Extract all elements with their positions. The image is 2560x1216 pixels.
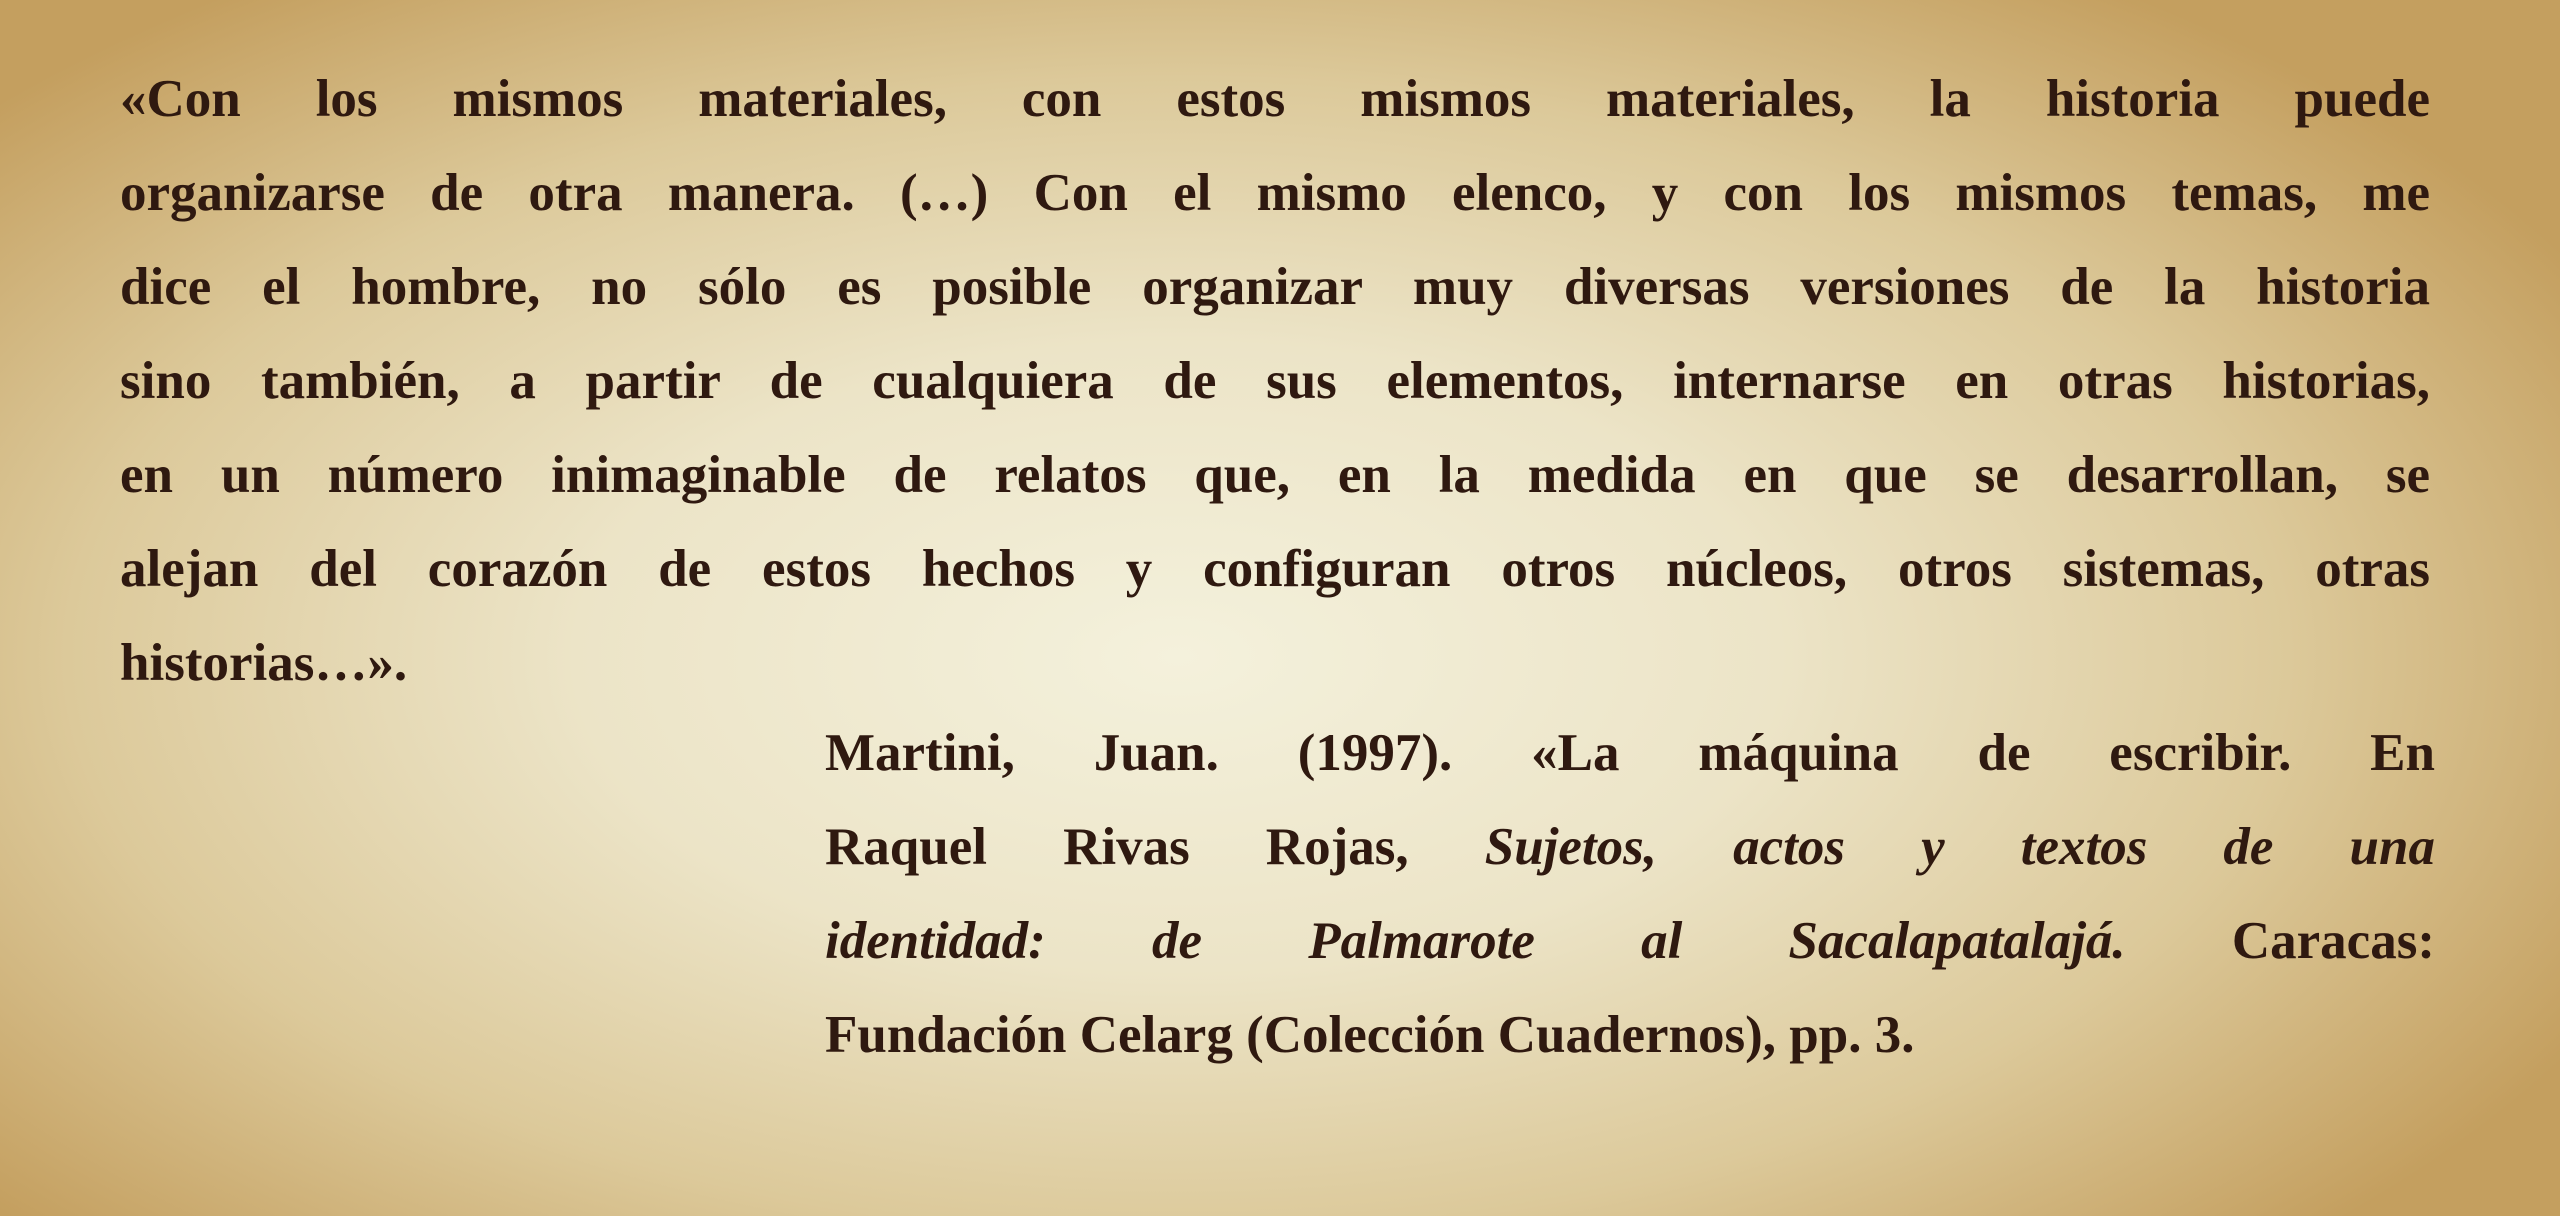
quote-paragraph: [120, 52, 2430, 710]
citation-line: [825, 894, 2435, 988]
quote-line: «Con los mismos materiales, con estos mismos materiales, la historia puede: [120, 70, 2430, 128]
citation-book-title: identidad: de Palmarote al Sacalapatalajá.: [825, 912, 2126, 970]
quote-line: en un número inimaginable de relatos que, en la medida en que se desarrollan, se: [120, 446, 2430, 504]
quote-line: sino también, a partir de cualquiera de sus elementos, internarse en otras historias,: [120, 352, 2430, 410]
citation-book-title: Sujetos, actos y textos de una: [1484, 818, 2436, 876]
citation-text: Caracas:: [2125, 912, 2435, 970]
quote-line: organizarse de otra manera. (…) Con el mismo elenco, y con los mismos temas, me: [120, 164, 2430, 222]
citation: [825, 706, 2435, 1082]
citation-line: [825, 800, 2435, 894]
citation-line: Martini, Juan. (1997). «La máquina de escribir. En: [825, 724, 2435, 782]
quote-line: alejan del corazón de estos hechos y configuran otros núcleos, otros sistemas, otras: [120, 540, 2430, 598]
quote-line: dice el hombre, no sólo es posible organizar muy diversas versiones de la historia: [120, 258, 2430, 316]
quote-line: historias…».: [120, 634, 408, 692]
citation-line: Fundación Celarg (Colección Cuadernos), pp. 3.: [825, 1006, 1915, 1064]
citation-text: Raquel Rivas Rojas,: [825, 818, 1485, 876]
